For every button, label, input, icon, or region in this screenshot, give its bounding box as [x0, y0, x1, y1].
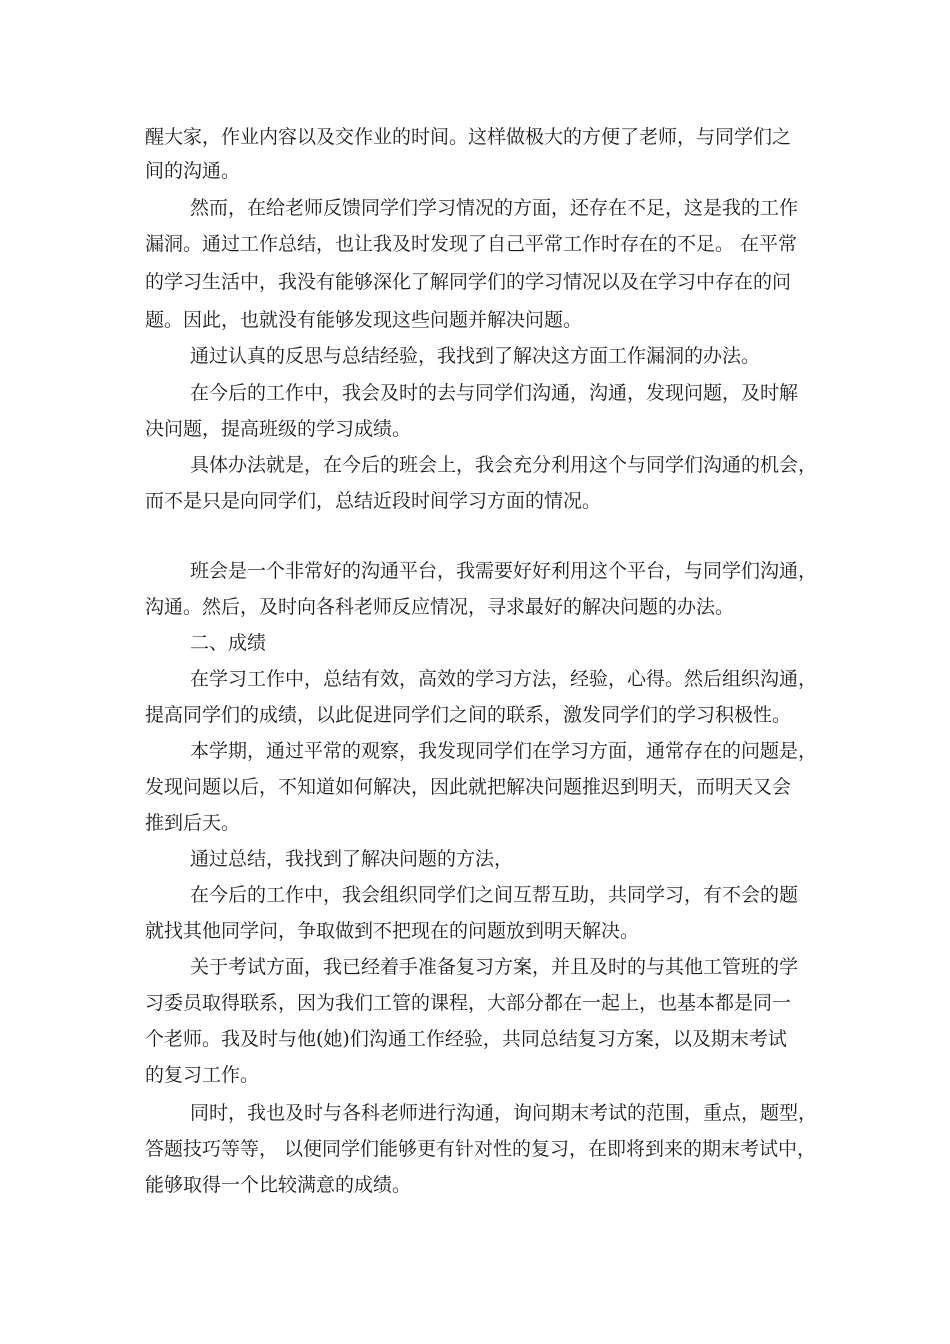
text-line: 班会是一个非常好的沟通平台，我需要好好利用这个平台，与同学们沟通，: [190, 560, 818, 582]
text-line: 提高同学们的成绩，以此促进同学们之间的联系，激发同学们的学习积极性。: [145, 704, 792, 726]
text-line: 能够取得一个比较满意的成绩。: [145, 1174, 412, 1196]
text-line: 漏洞。通过工作总结，也让我及时发现了自己平常工作时存在的不足。 在平常: [145, 233, 798, 255]
text-line: 推到后天。: [145, 812, 241, 834]
text-line: 关于考试方面，我已经着手准备复习方案，并且及时的与其他工管班的学: [190, 956, 799, 978]
text-line: 习委员取得联系，因为我们工管的课程，大部分都在一起上，也基本都是同一: [145, 992, 792, 1014]
text-line: 在今后的工作中，我会及时的去与同学们沟通，沟通，发现问题，及时解: [190, 382, 799, 404]
text-line: 具体办法就是，在今后的班会上，我会充分利用这个与同学们沟通的机会，: [190, 454, 818, 476]
section-heading: 二、成绩: [190, 632, 267, 654]
text-line: 答题技巧等等， 以便同学们能够更有针对性的复习，在即将到来的期末考试中，: [145, 1138, 817, 1160]
text-line: 间的沟通。: [145, 160, 241, 182]
text-line: 个老师。我及时与他(她)们沟通工作经验，共同总结复习方案，以及期末考试: [145, 1028, 787, 1050]
text-line: 决问题，提高班级的学习成绩。: [145, 418, 412, 440]
text-line: 发现问题以后，不知道如何解决，因此就把解决问题推迟到明天，而明天又会: [145, 776, 792, 798]
text-line: 同时，我也及时与各科老师进行沟通，询问期末考试的范围，重点，题型，: [190, 1102, 818, 1124]
text-line: 题。因此，也就没有能够发现这些问题并解决问题。: [145, 309, 583, 331]
text-line: 的学习生活中，我没有能够深化了解同学们的学习情况以及在学习中存在的问: [145, 271, 792, 293]
text-line: 通过认真的反思与总结经验，我找到了解决这方面工作漏洞的办法。: [190, 345, 761, 367]
text-line: 在学习工作中，总结有效，高效的学习方法，经验，心得。然后组织沟通，: [190, 668, 818, 690]
text-line: 通过总结，我找到了解决问题的方法，: [190, 848, 514, 870]
text-line: 然而，在给老师反馈同学们学习情况的方面，还存在不足，这是我的工作: [190, 197, 799, 219]
text-line: 的复习工作。: [145, 1064, 260, 1086]
text-line: 而不是只是向同学们，总结近段时间学习方面的情况。: [145, 490, 602, 512]
text-line: 本学期，通过平常的观察，我发现同学们在学习方面，通常存在的问题是，: [190, 740, 818, 762]
text-line: 就找其他同学问，争取做到不把现在的问题放到明天解决。: [145, 920, 640, 942]
text-line: 醒大家，作业内容以及交作业的时间。这样做极大的方便了老师，与同学们之: [145, 126, 792, 148]
text-line: 沟通。然后，及时向各科老师反应情况，寻求最好的解决问题的办法。: [145, 596, 735, 618]
text-line: 在今后的工作中，我会组织同学们之间互帮互助，共同学习，有不会的题: [190, 884, 799, 906]
